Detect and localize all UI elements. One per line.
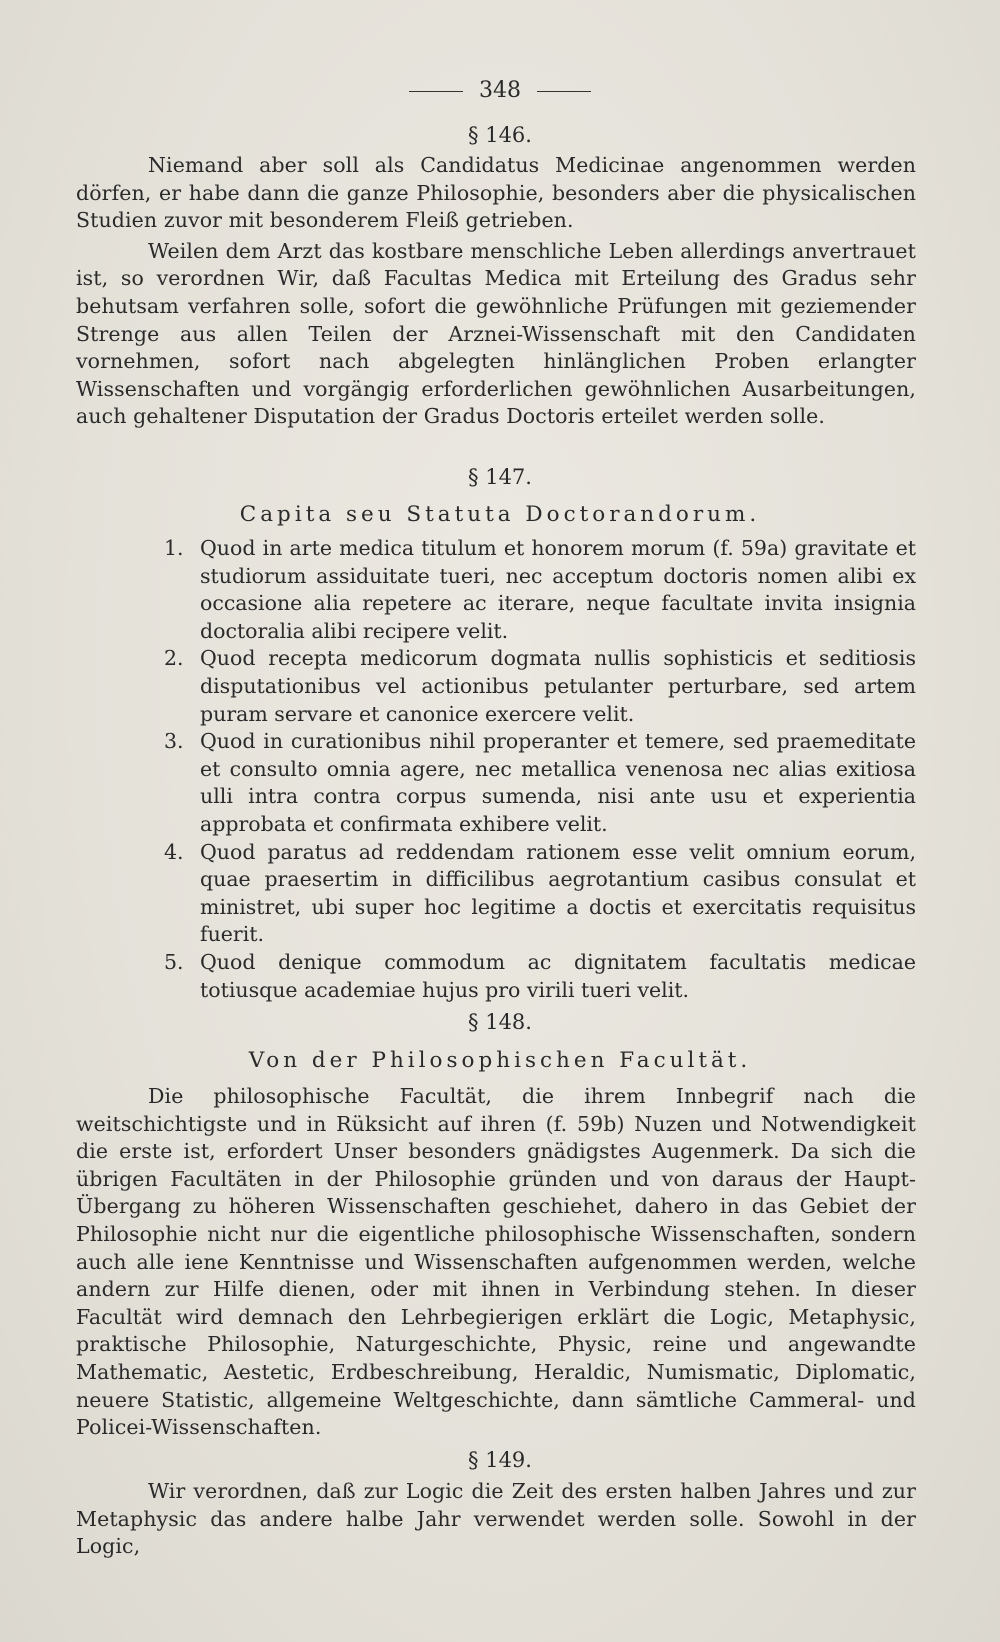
page-number-line [0,78,1000,103]
list-item-text: Quod in arte medica titulum et honorem morum (f. 59a) gravitate et studiorum assiduitate tueri, nec acceptum doctoris nomen alibi ex occasione alia repetere ac iterare, neque facultate invita insignia doctoralia alibi recipere velit. [200,536,916,643]
section-146-paragraph-2: Weilen dem Arzt das kostbare menschliche Leben allerdings anvertrauet ist, so verordnen Wir, daß Facultas Medica mit Erteilung des Gradus sehr behutsam verfahren solle, sofort die gewöhnliche Prüfungen mit geziemender Strenge aus allen Teilen der Arznei-Wissenschaft mit den Candidaten vornehmen, sofort nach abgelegten hinlänglichen Proben erlangter Wissenschaften und vorgängig erforderlichen gewöhnlichen Ausarbeitungen, auch gehaltener Disputation der Gradus Doctoris erteilet werden solle. [76,238,916,429]
page-number: 348 [479,78,521,103]
statuta-list [164,535,916,1004]
section-149-body [76,1478,916,1561]
page-number-dash-right [537,91,591,92]
section-149-heading: § 149. [468,1448,532,1472]
list-item-text: Quod paratus ad reddendam rationem esse velit omnium eorum, quae praesertim in difficilibus aegrotantium casibus consulat et ministret, ubi super hoc legitime a doctis et exercitatis requisitus fuerit. [200,839,916,947]
list-item-number: 4. [164,839,184,864]
section-148-heading: § 148. [468,1010,532,1034]
section-148-paragraph: Die philosophische Facultät, die ihrem Innbegrif nach die weitschichtigste und in Rüksicht auf ihren (f. 59b) Nuzen und Notwendigkeit die erste ist, erfordert Unser besonders gnädigstes Augenmerk. Da sich die übrigen Facultäten in der Philosophie gründen und von daraus der Haupt-Übergang zu höheren Wissenschaften geschiehet, dahero in das Gebiet der Philosophie nicht nur die eigentliche philosophische Wissenschaften, sondern auch alle iene Kenntnisse und Wissenschaften aufgenommen werden, welche andern zur Hilfe dienen, oder mit ihnen in Verbindung stehen. In dieser Facultät wird demnach den Lehrbegierigen erklärt die Logic, Metaphysic, praktische Philosophie, Naturgeschichte, Physic, reine und angewandte Mathematic, Aestetic, Erdbeschreibung, Heraldic, Numismatic, Diplomatic, neuere Statistic, allgemeine Weltgeschichte, dann sämtliche Cammeral- und Policei-Wissenschaften. [76,1084,916,1440]
list-item-text: Quod denique commodum ac dignitatem facultatis medicae totiusque academiae hujus pro virili tueri velit. [200,949,916,1002]
list-item-number: 5. [164,949,184,974]
list-item-number: 1. [164,536,184,560]
list-item [164,839,916,949]
section-149-paragraph: Wir verordnen, daß zur Logic die Zeit des ersten halben Jahres und zur Metaphysic das andere halbe Jahr verwendet werden solle. Sowohl in der Logic, [76,1479,916,1559]
section-146-body [76,152,916,431]
section-148-title: Von der Philosophischen Facultät. [248,1048,752,1073]
list-item-text: Quod in curationibus nihil properanter et temere, sed praemeditate et consulto omnia agere, nec metallica venenosa nec alias exitiosa ulli intra contra corpus sumenda, nisi ante usu et experientia approbata et confirmata exhibere velit. [200,729,916,836]
list-item [164,645,916,728]
section-146-heading: § 146. [468,123,532,147]
list-item [164,535,916,645]
section-147-heading: § 147. [468,465,532,489]
list-item-text: Quod recepta medicorum dogmata nullis sophisticis et seditiosis disputationibus vel actionibus petulanter perturbare, sed artem puram servare et canonice exercere velit. [200,646,916,726]
section-146-paragraph-1: Niemand aber soll als Candidatus Medicinae angenommen werden dörfen, er habe dann die ganze Philosophie, besonders aber die physicalischen Studien zuvor mit besonderem Fleiß getrieben. [76,153,916,233]
list-item [164,949,916,1004]
list-item [164,728,916,838]
page-number-dash-left [409,91,463,92]
section-147-title: Capita seu Statuta Doctorandorum. [239,502,761,527]
section-148-body [76,1083,916,1442]
list-item-number: 3. [164,729,184,754]
list-item-number: 2. [164,646,184,671]
